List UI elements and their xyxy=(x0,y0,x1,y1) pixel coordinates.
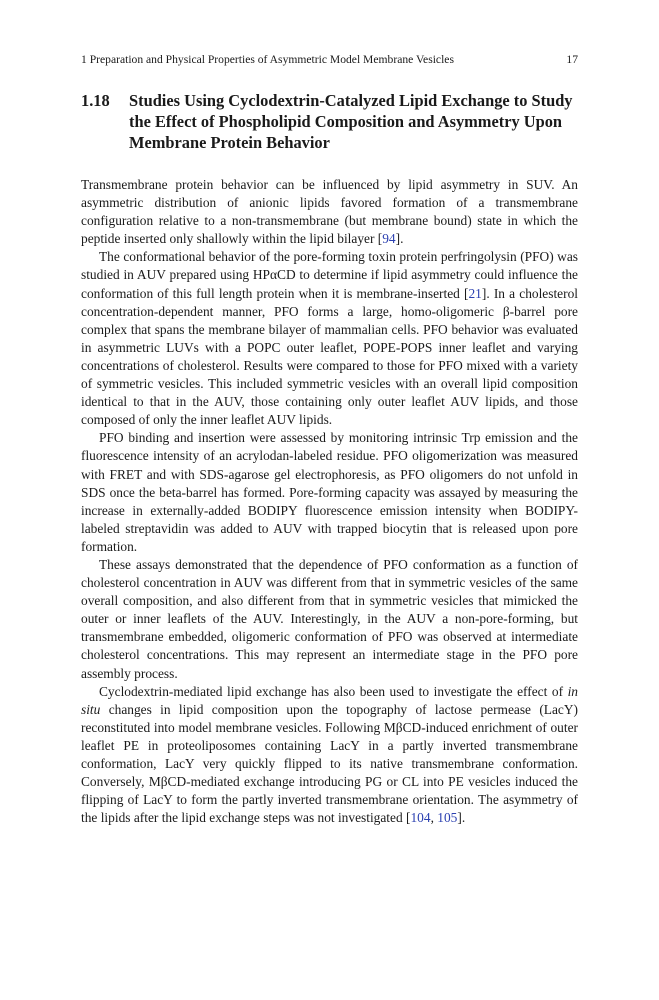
paragraph-2 xyxy=(81,248,578,429)
page-number: 17 xyxy=(566,53,578,66)
paragraph-5-text-a: Cyclodextrin-mediated lipid exchange has also been used to investigate the effect of xyxy=(99,683,568,699)
citation-separator: , xyxy=(430,810,438,826)
paragraph-1-text-a: Transmembrane protein behavior can be influenced by lipid asymmetry in SUV. An asymmetric distribution of anionic lipids favored formation of a transmembrane configuration relative to a non-transmembrane (but membrane bound) state in which the peptide inserted only shallowly within the lipid bilayer [ xyxy=(81,177,578,247)
paragraph-3: PFO binding and insertion were assessed by monitoring intrinsic Trp emission and the fluorescence intensity of an acrylodan-labeled residue. PFO oligomerization was measured with FRET and with SDS-agarose gel electrophoresis, as PFO oligomers do not unfold in SDS once the beta-barrel has formed. Pore-forming capacity was assayed by measuring the increase in externally-added BODIPY fluorescence emission intensity when BODIPY-labeled streptavidin was added to AUV with trapped biocytin that is released upon pore formation. xyxy=(81,430,578,554)
section-number: 1.18 xyxy=(81,91,110,110)
running-head xyxy=(81,52,578,68)
paragraph-2-text-a: The conformational behavior of the pore-forming toxin protein perfringolysin (PFO) was studied in AUV prepared using HPαCD to determine if lipid asymmetry could influence the conformation of this full length protein when it is membrane-inserted [ xyxy=(81,249,578,301)
paragraph-5-italic: in situ xyxy=(81,683,578,717)
citation-link-104[interactable]: 104 xyxy=(410,810,431,826)
paragraph-4: These assays demonstrated that the dependence of PFO conformation as a function of cholesterol concentration in AUV was different from that in symmetric vesicles of the same overall composition, and also different from that in symmetric vesicles that mimicked the outer or inner leaflets of the AUV. Interestingly, in the AUV a non-pore-forming, but transmembrane embedded, oligomeric conformation of PFO was observed at intermediate cholesterol concentrations. This may represent an intermediate stage in the PFO pore assembly process. xyxy=(81,556,578,681)
paragraph-1-text-b: ]. xyxy=(395,231,404,247)
running-head-title: 1 Preparation and Physical Properties of Asymmetric Model Membrane Vesicles xyxy=(81,53,454,66)
section-title: Studies Using Cyclodextrin-Catalyzed Lipid Exchange to Study the Effect of Phospholipid Composition and Asymmetry Upon Membrane Protein Behavior xyxy=(129,91,573,152)
paragraph-5-text-c: ]. xyxy=(457,810,466,826)
section-heading xyxy=(81,90,578,153)
paragraph-5 xyxy=(81,683,578,828)
paragraph-2-text-b: ]. In a cholesterol concentration-dependent manner, PFO forms a large, homo-oligomeric β-barrel pore complex that spans the membrane bilayer of mammalian cells. PFO behavior was evaluated in asymmetric LUVs with a POPC outer leaflet, POPE-POPS inner leaflet and varying concentrations of cholesterol. Results were compared to those for PFO mixed with a variety of symmetric vesicles. This included symmetric vesicles with an overall lipid composition identical to that in the AUV, those containing only outer leaflet AUV lipids, and those composed of only the inner leaflet AUV lipids. xyxy=(81,285,578,428)
paragraph-1 xyxy=(81,176,578,248)
citation-link-105[interactable]: 105 xyxy=(437,810,458,826)
section-body xyxy=(81,176,578,827)
paragraph-5-text-b: changes in lipid composition upon the topography of lactose permease (LacY) reconstituted into model membrane vesicles. Following MβCD-induced enrichment of outer leaflet PE in proteoliposomes containing LacY in a partly inverted transmembrane conformation, LacY very quickly flipped to its native transmembrane conformation. Conversely, MβCD-mediated exchange introducing PG or CL into PE vesicles induced the flipping of LacY to form the partly inverted transmembrane orientation. The asymmetry of the lipids after the lipid exchange steps was not investigated [ xyxy=(81,701,578,826)
citation-link-94[interactable]: 94 xyxy=(382,231,396,247)
citation-link-21[interactable]: 21 xyxy=(468,285,482,301)
